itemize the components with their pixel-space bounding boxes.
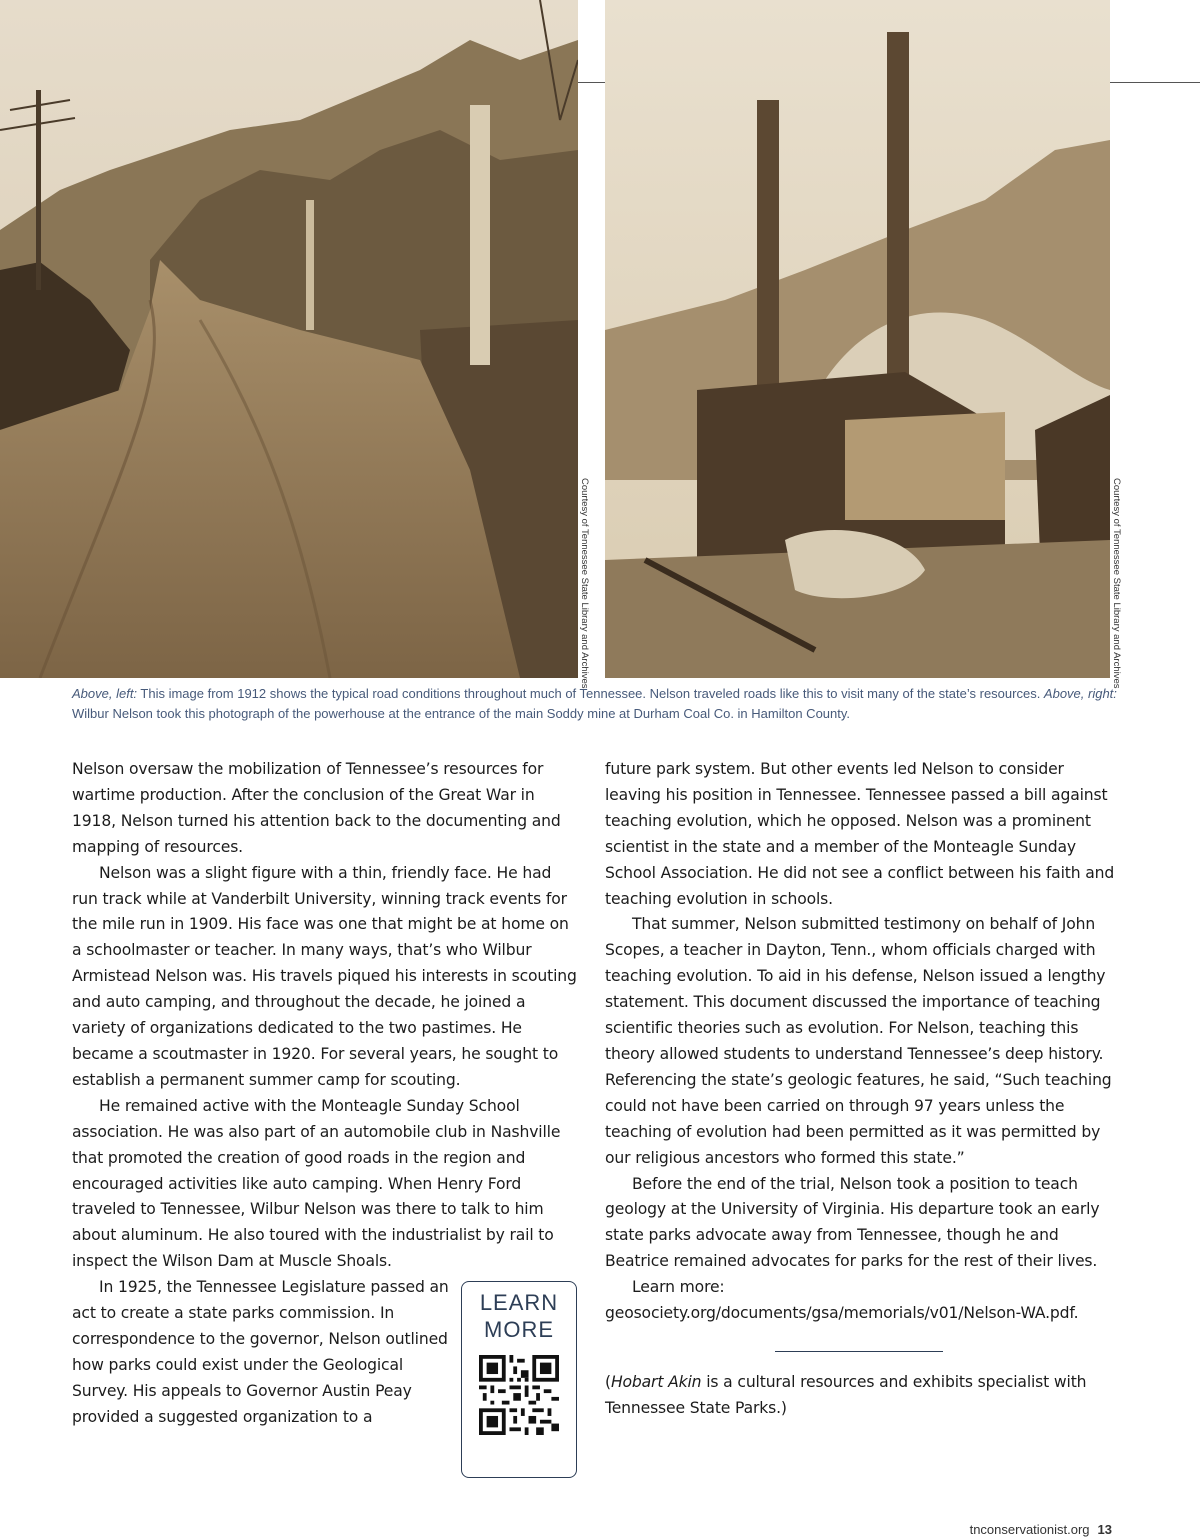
learn-more-box[interactable] xyxy=(461,1281,577,1478)
page-number: 13 xyxy=(1097,1522,1112,1537)
article-column-left xyxy=(72,757,577,1484)
caption-right-text: Wilbur Nelson took this photograph of the powerhouse at the entrance of the main Soddy mine at Durham Coal Co. in Hamilton County. xyxy=(72,706,851,721)
article-paragraph: In 1925, the Tennessee Legislature passed an act to create a state parks commission. In correspondence to the governor, Nelson outlined how parks could exist under the Geological Survey. His appeals to Governor Austin Peay provided a suggested organization to a xyxy=(72,1278,449,1426)
right-margin-rule xyxy=(1110,82,1200,83)
photo-credit-right: Courtesy of Tennessee State Library and Archives xyxy=(1111,478,1122,689)
page-footer xyxy=(970,1522,1112,1537)
learn-more-label: MORE xyxy=(484,1317,554,1343)
caption-left-text: This image from 1912 shows the typical road conditions throughout much of Tennessee. Nelson traveled roads like this to visit many of the state’s resources. xyxy=(137,686,1044,701)
bio-text: is a cultural resources and exhibits specialist with Tennessee State Parks.) xyxy=(605,1372,1087,1417)
photo-credit-left: Courtesy of Tennessee State Library and Archives xyxy=(579,478,590,689)
article-paragraph: Before the end of the trial, Nelson took a position to teach geology at the University of Virginia. His departure took an early state parks advocate away from Tennessee, though he and Beatrice remained advocates for parks for the rest of their lives. xyxy=(605,1174,1100,1271)
powerhouse-photo xyxy=(605,0,1110,678)
caption-right-label: Above, right: xyxy=(1043,686,1117,701)
author-bio xyxy=(605,1370,1120,1422)
bio-divider xyxy=(775,1351,943,1352)
article-paragraph: That summer, Nelson submitted testimony on behalf of John Scopes, a teacher in Dayton, Tenn., whom officials charged with teaching evolution. To aid in his defense, Nelson issued a lengthy statement. This document discussed the importance of teaching scientific theories such as evolution. For Nelson, teaching this theory allowed students to understand Tennessee’s deep history. Referencing the state’s geologic features, he said, “Such teaching could not have been carried on through 97 years unless the teaching of evolution had been permitted as it was permitted by our religious ancestors who formed this state.” xyxy=(605,915,1112,1167)
learn-more-label: LEARN xyxy=(479,1290,559,1316)
article-paragraph: Nelson was a slight figure with a thin, friendly face. He had run track while at Vanderbilt University, winning track events for the mile run in 1909. His face was one that might be at home on a schoolmaster or teacher. In many ways, that’s who Wilbur Armistead Nelson was. His travels piqued his interests in scouting and auto camping, and throughout the decade, he joined a variety of organizations dedicated to the two pastimes. He became a scoutmaster in 1920. For several years, he sought to establish a permanent summer camp for scouting. xyxy=(72,863,577,1089)
author-name: Hobart Akin xyxy=(610,1372,702,1391)
caption-left-label: Above, left: xyxy=(72,686,138,701)
article-paragraph: future park system. But other events led Nelson to consider leaving his position in Tennessee. Tennessee passed a bill against teaching evolution, which he opposed. Nelson was a prominent scientist in the state and a member of the Monteagle Sunday School Association. He did not see a conflict between his faith and teaching evolution in schools. xyxy=(605,760,1115,908)
learn-more-link[interactable]: Learn more: geosociety.org/documents/gsa/memorials/v01/Nelson-WA.pdf. xyxy=(605,1278,1079,1323)
bio-open-paren: ( xyxy=(605,1372,611,1391)
road-photo xyxy=(0,0,578,678)
photo-caption xyxy=(72,684,1132,724)
article-paragraph: He remained active with the Monteagle Sunday School association. He was also part of an automobile club in Nashville that promoted the creation of good roads in the region and encouraged activities like auto camping. When Henry Ford traveled to Tennessee, Wilbur Nelson was there to talk to him about aluminum. He also toured with the industrialist by rail to inspect the Wilson Dam at Muscle Shoals. xyxy=(72,1096,561,1271)
footer-site[interactable]: tnconservationist.org xyxy=(969,1522,1090,1537)
article-column-right xyxy=(605,757,1120,1422)
qr-code-icon[interactable] xyxy=(479,1355,559,1435)
photo-gap-rule xyxy=(578,82,605,83)
article-paragraph: Nelson oversaw the mobilization of Tennessee’s resources for wartime production. After the conclusion of the Great War in 1918, Nelson turned his attention back to the documenting and mapping of resources. xyxy=(72,760,561,856)
